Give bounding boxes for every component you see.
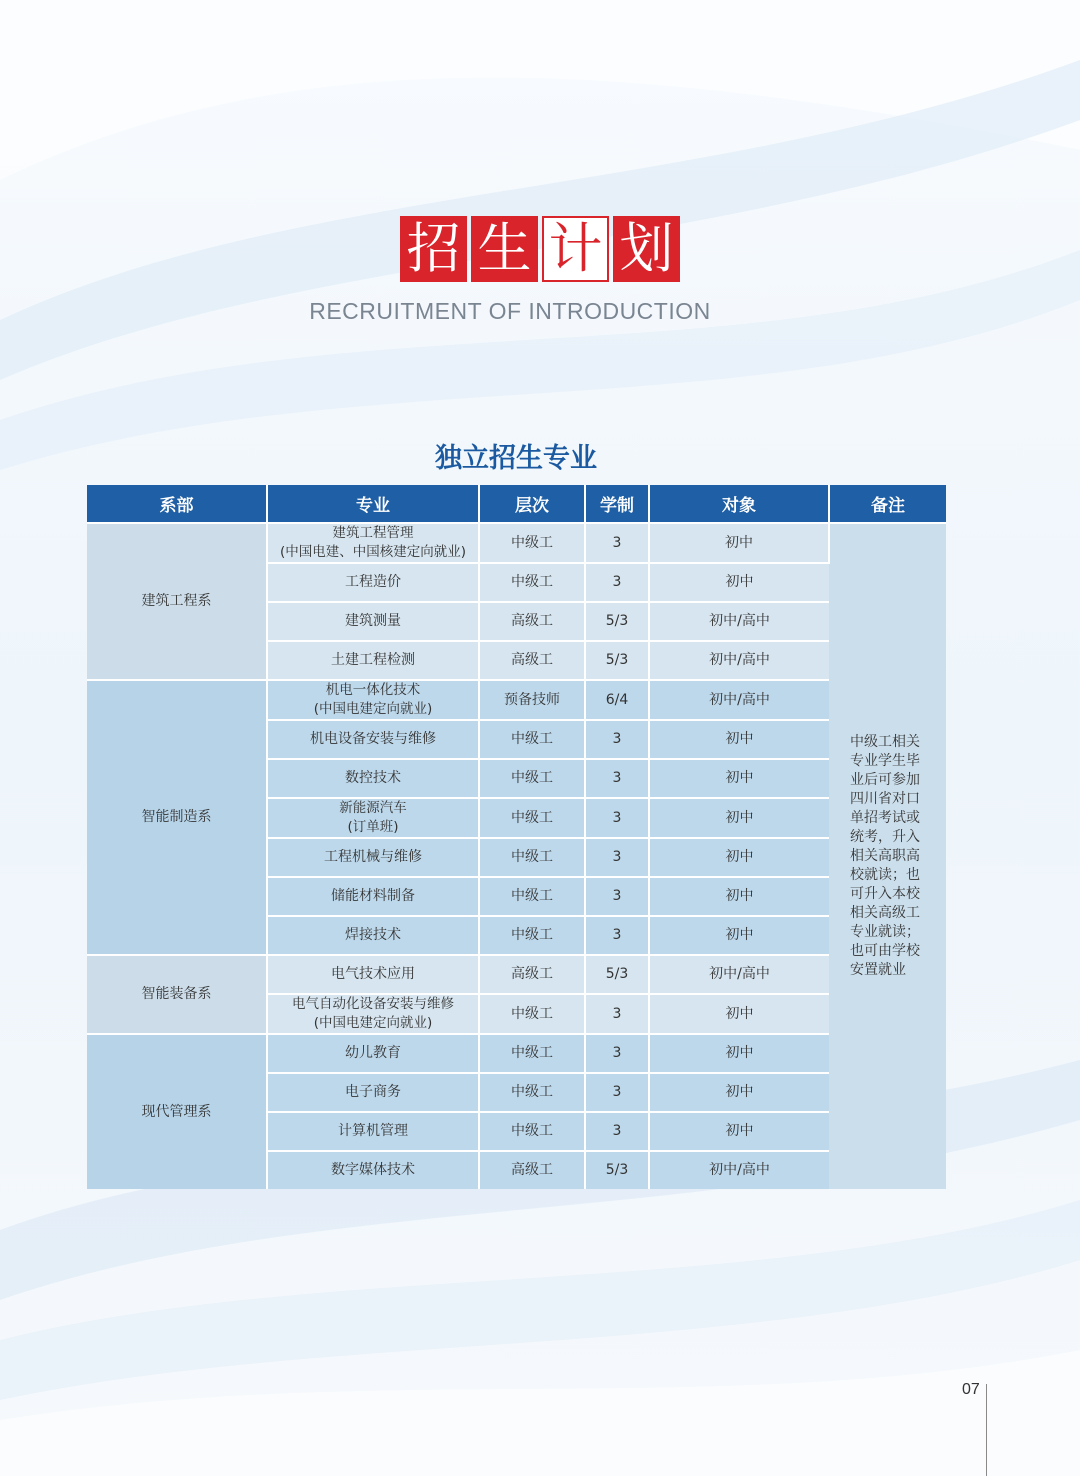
heading-subtitle: RECRUITMENT OF INTRODUCTION [309,298,711,324]
major-cell: 数字媒体技术 [267,1151,479,1189]
major-cell: 电气自动化设备安装与维修 (中国电建定向就业) [267,994,479,1034]
years-cell: 3 [585,838,649,877]
target-cell: 初中/高中 [649,680,829,720]
target-cell: 初中 [649,563,829,602]
years-cell: 5/3 [585,641,649,680]
target-cell: 初中 [649,994,829,1034]
table-row [87,1034,946,1073]
major-cell: 计算机管理 [267,1112,479,1151]
remark-cell: 中级工相关专业学生毕业后可参加四川省对口单招考试或统考，升入相关高职高校就读；也可升入本校相关高级工专业就读；也可由学校安置就业 [829,523,946,1189]
target-cell: 初中 [649,916,829,955]
target-cell: 初中/高中 [649,641,829,680]
years-cell: 3 [585,916,649,955]
major-cell: 机电一体化技术 (中国电建定向就业) [267,680,479,720]
column-header: 层次 [479,485,585,523]
major-cell: 储能材料制备 [267,877,479,916]
heading-char-3: 计 [542,216,609,282]
level-cell: 中级工 [479,523,585,563]
level-cell: 中级工 [479,563,585,602]
level-cell: 中级工 [479,759,585,798]
column-header: 备注 [829,485,946,523]
column-header: 系部 [87,485,267,523]
target-cell: 初中/高中 [649,1151,829,1189]
level-cell: 中级工 [479,1112,585,1151]
years-cell: 3 [585,1034,649,1073]
years-cell: 6/4 [585,680,649,720]
level-cell: 中级工 [479,877,585,916]
table-header-row [87,485,946,523]
level-cell: 高级工 [479,955,585,994]
table-row [87,955,946,994]
target-cell: 初中 [649,720,829,759]
level-cell: 高级工 [479,641,585,680]
department-cell: 现代管理系 [87,1034,267,1189]
page-divider [986,1384,987,1476]
heading-char-1: 招 [400,216,467,282]
page-number: 07 [962,1381,980,1398]
level-cell: 预备技师 [479,680,585,720]
table-body [87,523,946,1189]
level-cell: 中级工 [479,798,585,838]
major-cell: 幼儿教育 [267,1034,479,1073]
years-cell: 3 [585,563,649,602]
target-cell: 初中/高中 [649,602,829,641]
major-cell: 焊接技术 [267,916,479,955]
level-cell: 中级工 [479,720,585,759]
target-cell: 初中 [649,798,829,838]
major-cell: 工程机械与维修 [267,838,479,877]
years-cell: 3 [585,994,649,1034]
years-cell: 3 [585,759,649,798]
major-cell: 数控技术 [267,759,479,798]
page-heading [0,216,1080,282]
level-cell: 高级工 [479,602,585,641]
years-cell: 5/3 [585,955,649,994]
level-cell: 中级工 [479,1073,585,1112]
level-cell: 中级工 [479,838,585,877]
table-row [87,523,946,563]
years-cell: 3 [585,720,649,759]
major-cell: 电气技术应用 [267,955,479,994]
target-cell: 初中 [649,1073,829,1112]
column-header: 专业 [267,485,479,523]
major-cell: 机电设备安装与维修 [267,720,479,759]
column-header: 学制 [585,485,649,523]
level-cell: 中级工 [479,1034,585,1073]
major-cell: 土建工程检测 [267,641,479,680]
major-cell: 建筑工程管理 (中国电建、中国核建定向就业) [267,523,479,563]
years-cell: 3 [585,523,649,563]
table-row [87,680,946,720]
years-cell: 5/3 [585,1151,649,1189]
years-cell: 3 [585,877,649,916]
column-header: 对象 [649,485,829,523]
major-cell: 电子商务 [267,1073,479,1112]
target-cell: 初中 [649,1034,829,1073]
years-cell: 3 [585,798,649,838]
section-title: 独立招生专业 [435,443,597,474]
target-cell: 初中 [649,759,829,798]
target-cell: 初中 [649,838,829,877]
heading-char-2: 生 [471,216,538,282]
years-cell: 3 [585,1073,649,1112]
major-cell: 建筑测量 [267,602,479,641]
level-cell: 中级工 [479,916,585,955]
years-cell: 5/3 [585,602,649,641]
department-cell: 建筑工程系 [87,523,267,680]
major-cell: 新能源汽车 (订单班) [267,798,479,838]
level-cell: 中级工 [479,994,585,1034]
level-cell: 高级工 [479,1151,585,1189]
years-cell: 3 [585,1112,649,1151]
target-cell: 初中 [649,1112,829,1151]
target-cell: 初中 [649,877,829,916]
heading-char-4: 划 [613,216,680,282]
target-cell: 初中 [649,523,829,563]
major-cell: 工程造价 [267,563,479,602]
target-cell: 初中/高中 [649,955,829,994]
enrollment-table [87,485,946,1189]
department-cell: 智能装备系 [87,955,267,1034]
department-cell: 智能制造系 [87,680,267,955]
